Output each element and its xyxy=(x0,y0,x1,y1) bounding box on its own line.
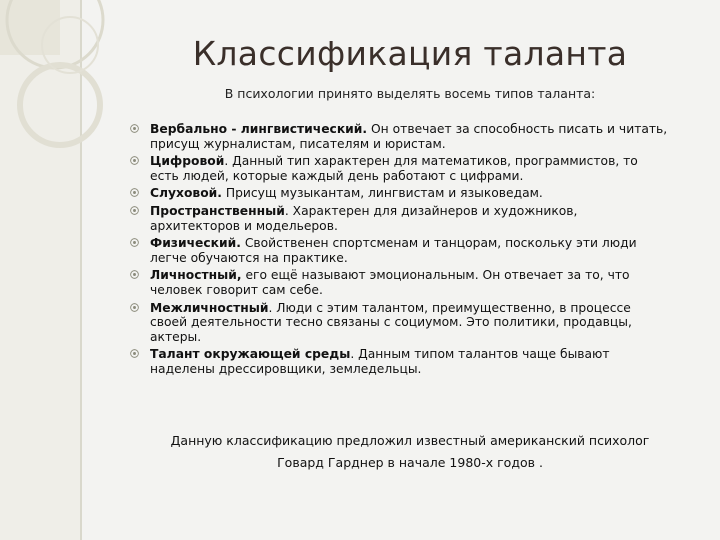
talent-term: Талант окружающей среды xyxy=(150,347,351,362)
talent-term: Личностный, xyxy=(150,268,242,283)
bullet-marker-icon xyxy=(130,238,139,247)
talent-description: Свойственен спортсменам и танцорам, поскольку эти люди легче обучаются на практике. xyxy=(150,236,637,265)
talent-description: . Характерен для дизайнеров и художников, архитекторов и модельеров. xyxy=(150,203,578,233)
talent-description: его ещё называют эмоциональным. Он отвечает за то, что человек говорит сам себе. xyxy=(150,268,630,297)
slide-subtitle: В психологии принято выделять восемь типов таланта: xyxy=(224,86,596,101)
list-item xyxy=(150,347,670,376)
talent-description: . Люди с этим талантом, преимущественно, в процессе своей деятельности тесно связаны с социумом. Это политики, продавцы, актеры. xyxy=(150,300,632,344)
talent-description: Он отвечает за способность писать и читать, присущ журналистам, писателям и юристам. xyxy=(150,122,668,151)
list-item xyxy=(150,186,670,201)
note-line-1: Данную классификацию предложил известный американский психолог xyxy=(170,433,650,448)
bullet-marker-icon xyxy=(130,270,139,279)
list-item xyxy=(150,122,670,151)
bullet-marker-icon xyxy=(130,303,139,312)
talent-types-list xyxy=(150,122,670,380)
talent-term: Пространственный xyxy=(150,203,285,218)
talent-description: Присущ музыкантам, лингвистам и языковедам. xyxy=(221,186,543,201)
note-line-2: Говард Гарднер в начале 1980-х годов . xyxy=(277,455,543,470)
talent-description: . Данным типом талантов чаще бывают наделены дрессировщики, земледельцы. xyxy=(150,347,610,376)
bullet-marker-icon xyxy=(130,124,139,133)
slide-title: Классификация таланта xyxy=(192,34,628,73)
talent-term: Вербально - лингвистический. xyxy=(150,122,368,136)
talent-description: . Данный тип характерен для математиков, программистов, то есть людей, которые каждый день работают с цифрами. xyxy=(150,154,638,183)
bullet-marker-icon xyxy=(130,349,139,358)
talent-term: Физический. xyxy=(150,236,241,251)
bullet-marker-icon xyxy=(130,206,139,215)
list-item xyxy=(150,154,670,183)
talent-term: Цифровой xyxy=(150,154,225,169)
bullet-marker-icon xyxy=(130,188,139,197)
list-item xyxy=(150,301,670,345)
list-item xyxy=(150,204,670,233)
decorative-circles xyxy=(0,0,140,160)
talent-term: Межличностный xyxy=(150,300,269,315)
talent-term: Слуховой. xyxy=(150,186,222,201)
bullet-marker-icon xyxy=(130,156,139,165)
classification-note xyxy=(150,430,670,474)
list-item xyxy=(150,236,670,265)
list-item xyxy=(150,268,670,297)
